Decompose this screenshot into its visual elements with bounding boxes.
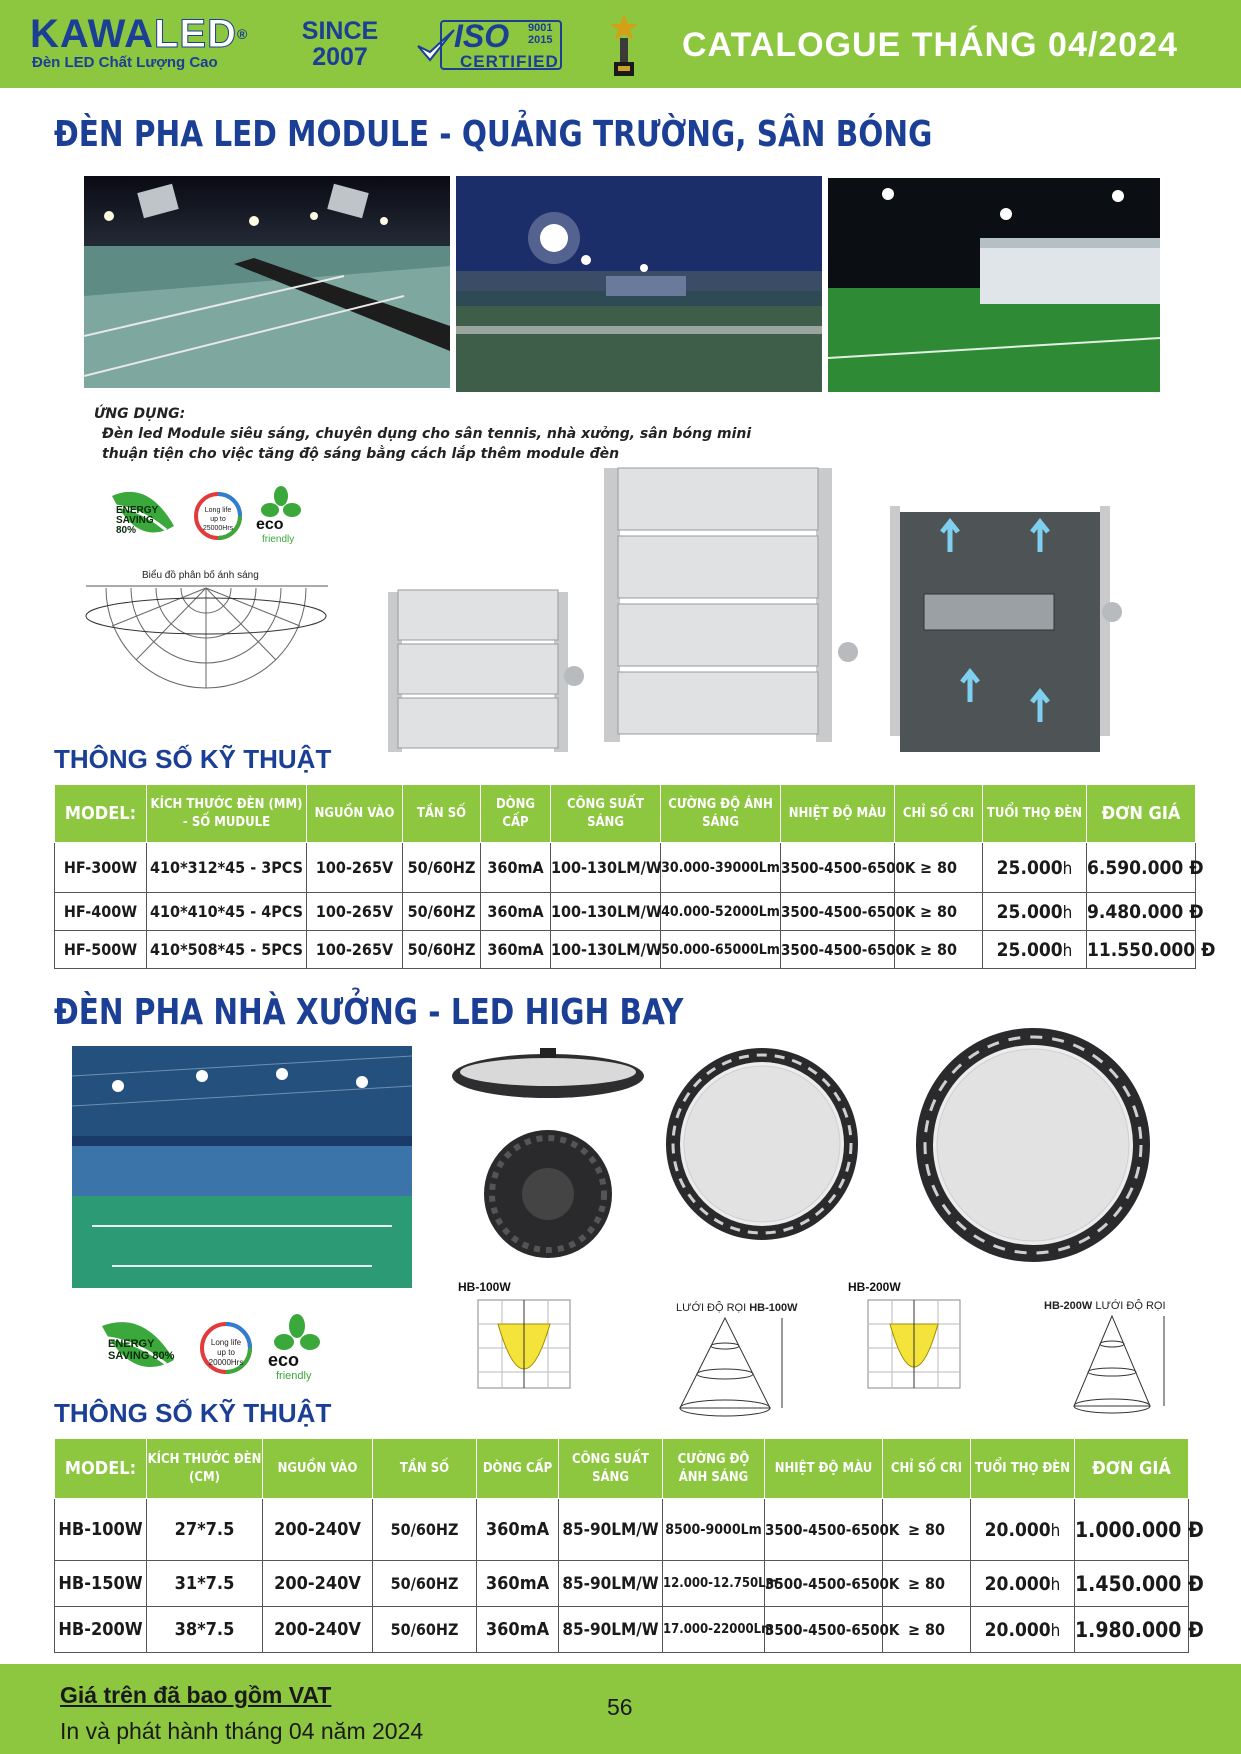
cell-lifetime <box>983 843 1087 893</box>
header-price: ĐƠN GIÁ <box>1075 1439 1189 1499</box>
cell-color-temp: 3500-4500-6500K <box>781 893 895 931</box>
cell-size-modules: - 5PCS <box>250 940 303 959</box>
logo-tagline: Đèn LED Chất Lượng Cao <box>32 54 218 71</box>
section-title-high-bay: ĐÈN PHA NHÀ XƯỞNG - LED HIGH BAY <box>54 992 684 1033</box>
lifetime-value: 20.000 <box>984 1572 1051 1595</box>
light-distribution-caption: Biểu đồ phân bố ánh sáng <box>142 570 259 581</box>
iso-years <box>528 22 552 46</box>
cell-price: 9.480.000 Đ <box>1087 893 1196 931</box>
applications-heading: ỨNG DỤNG: <box>94 406 186 422</box>
high-bay-200w-front-image <box>914 1026 1152 1264</box>
floodlight-4-module-image <box>600 462 860 752</box>
energy-saving-badge <box>108 486 176 542</box>
table-row <box>55 931 1196 969</box>
long-life-label: Long life up to 20000Hrs <box>208 1338 244 1367</box>
since-badge <box>298 18 382 70</box>
cell-efficacy: 100-130LM/W <box>551 893 661 931</box>
cell-flux: 50.000-65000Lm <box>661 931 781 969</box>
eco-label: eco <box>256 516 284 533</box>
cell-lifetime <box>983 893 1087 931</box>
trophy-icon <box>606 12 642 80</box>
cell-model: HF-400W <box>55 893 147 931</box>
cone-label: LƯỚI ĐỘ RỌI <box>676 1302 747 1314</box>
cell-current: 360mA <box>481 931 551 969</box>
cell-price: 1.450.000 Đ <box>1075 1561 1189 1607</box>
cell-size-dim: 410*312*45 <box>150 858 246 877</box>
header-luminous-efficacy: CÔNG SUẤT SÁNG <box>559 1439 663 1499</box>
iso-standard-number: 9001 <box>528 22 553 34</box>
logo-name-part-a: KAWA <box>30 12 154 56</box>
cell-flux: 8500-9000Lm <box>663 1499 765 1561</box>
cell-current: 360mA <box>477 1607 559 1653</box>
cell-lifetime <box>971 1561 1075 1607</box>
cell-size-modules: - 4PCS <box>250 902 303 921</box>
high-bay-100w-front-image <box>664 1046 860 1242</box>
table-row <box>55 843 1196 893</box>
table-row <box>55 1499 1189 1561</box>
cone-diagram-hb200 <box>1052 1314 1182 1420</box>
cell-model: HF-500W <box>55 931 147 969</box>
cell-efficacy: 85-90LM/W <box>559 1561 663 1607</box>
spec-table-module <box>54 784 1216 969</box>
cell-cri: ≥ 80 <box>895 893 983 931</box>
eco-friendly-badge <box>252 486 310 546</box>
cell-efficacy: 85-90LM/W <box>559 1607 663 1653</box>
cell-color-temp: 3500-4500-6500K <box>765 1607 883 1653</box>
cell-flux: 40.000-52000Lm <box>661 893 781 931</box>
cell-input: 200-240V <box>263 1607 373 1653</box>
cell-price: 1.000.000 Đ <box>1075 1499 1189 1561</box>
spec-title-module: THÔNG SỐ KỸ THUẬT <box>54 744 332 774</box>
applications-line-1: Đèn led Module siêu sáng, chuyên dụng cho sân tennis, nhà xưởng, sân bóng mini <box>102 426 752 442</box>
cell-model: HB-100W <box>55 1499 147 1561</box>
header-luminous-efficacy: CÔNG SUẤT SÁNG <box>551 785 661 843</box>
cell-flux: 17.000-22000Lm <box>663 1607 765 1653</box>
lifetime-unit: h <box>1062 858 1073 879</box>
table-row <box>55 1561 1189 1607</box>
header-frequency: TẦN SỐ <box>403 785 481 843</box>
cell-frequency: 50/60HZ <box>373 1607 477 1653</box>
energy-saving-label: ENERGY SAVING 80% <box>108 1338 175 1362</box>
lifetime-unit: h <box>1062 902 1073 923</box>
cell-size-dim: 410*410*45 <box>150 902 246 921</box>
cell-efficacy: 100-130LM/W <box>551 931 661 969</box>
iso-text: ISO <box>454 18 510 54</box>
cone-model: HB-200W <box>1044 1300 1093 1312</box>
cell-color-temp: 3500-4500-6500K <box>765 1499 883 1561</box>
cell-frequency: 50/60HZ <box>403 893 481 931</box>
registered-mark: ® <box>237 26 249 42</box>
high-bay-side-and-back-image <box>448 1046 648 1262</box>
cell-frequency: 50/60HZ <box>373 1561 477 1607</box>
print-date-note: In và phát hành tháng 04 năm 2024 <box>60 1718 424 1744</box>
header-luminous-flux: CƯỜNG ĐỘ ÁNH SÁNG <box>661 785 781 843</box>
cell-size: 31*7.5 <box>147 1561 263 1607</box>
cell-price: 11.550.000 Đ <box>1087 931 1196 969</box>
cell-current: 360mA <box>481 843 551 893</box>
spec-table-high-bay <box>54 1438 1204 1653</box>
logo-name-part-b: LED <box>154 12 237 56</box>
tennis-court-photo <box>84 176 450 388</box>
cell-cri: ≥ 80 <box>883 1561 971 1607</box>
iso-certified-label: CERTIFIED <box>460 52 559 71</box>
football-field-photo <box>828 178 1160 392</box>
header-input: NGUỒN VÀO <box>307 785 403 843</box>
cone-label: LƯỚI ĐỘ RỌI <box>1095 1300 1166 1312</box>
cell-color-temp: 3500-4500-6500K <box>781 843 895 893</box>
header-size-modules: KÍCH THƯỚC ĐÈN (MM) - SỐ MUDULE <box>147 785 307 843</box>
eco-sub-label: friendly <box>276 1370 312 1382</box>
cell-size-modules: - 3PCS <box>250 858 303 877</box>
polar-label-hb200: HB-200W <box>848 1280 901 1294</box>
plaza-photo <box>456 176 822 392</box>
cell-input: 200-240V <box>263 1499 373 1561</box>
cell-color-temp: 3500-4500-6500K <box>765 1561 883 1607</box>
cell-frequency: 50/60HZ <box>403 931 481 969</box>
cell-lifetime <box>971 1499 1075 1561</box>
cell-frequency: 50/60HZ <box>373 1499 477 1561</box>
cone-model: HB-100W <box>749 1302 798 1314</box>
since-year: 2007 <box>312 43 368 71</box>
lifetime-value: 25.000 <box>996 938 1063 961</box>
cell-lifetime <box>971 1607 1075 1653</box>
cell-cri: ≥ 80 <box>895 843 983 893</box>
header-model: MODEL: <box>55 785 147 843</box>
cell-input: 100-265V <box>307 931 403 969</box>
table-row <box>55 893 1196 931</box>
cell-frequency: 50/60HZ <box>403 843 481 893</box>
lifetime-value: 20.000 <box>984 1618 1051 1641</box>
iso-standard-year: 2015 <box>528 34 553 46</box>
cell-cri: ≥ 80 <box>883 1607 971 1653</box>
logo-wordmark <box>30 14 248 54</box>
cell-size: 27*7.5 <box>147 1499 263 1561</box>
eco-sub-label: friendly <box>262 534 295 545</box>
spec-header-row <box>55 785 1196 843</box>
lifetime-value: 25.000 <box>996 900 1063 923</box>
cone-diagram-hb100 <box>650 1316 800 1422</box>
cell-flux: 30.000-39000Lm <box>661 843 781 893</box>
lifetime-unit: h <box>1050 1520 1061 1541</box>
long-life-badge <box>192 490 244 542</box>
lifetime-value: 25.000 <box>996 856 1063 879</box>
long-life-badge-2 <box>198 1320 254 1376</box>
cell-size <box>147 893 307 931</box>
cell-model: HB-150W <box>55 1561 147 1607</box>
floodlight-3-module-image <box>384 586 584 766</box>
table-row <box>55 1607 1189 1653</box>
header-frequency: TẦN SỐ <box>373 1439 477 1499</box>
cone-caption-hb100 <box>676 1302 798 1314</box>
energy-saving-label: ENERGY SAVING 80% <box>116 505 159 536</box>
cell-input: 100-265V <box>307 843 403 893</box>
cell-model: HF-300W <box>55 843 147 893</box>
cell-cri: ≥ 80 <box>883 1499 971 1561</box>
iso-certified-badge <box>416 18 564 74</box>
header-cri: CHỈ SỐ CRI <box>895 785 983 843</box>
cell-color-temp: 3500-4500-6500K <box>781 931 895 969</box>
cell-current: 360mA <box>477 1561 559 1607</box>
header-model: MODEL: <box>55 1439 147 1499</box>
eco-leaves-icon <box>264 1314 330 1354</box>
cell-price: 6.590.000 Đ <box>1087 843 1196 893</box>
cell-efficacy: 85-90LM/W <box>559 1499 663 1561</box>
header-band <box>0 0 1241 88</box>
applications-line-2: thuận tiện cho việc tăng độ sáng bằng cách lắp thêm module đèn <box>102 446 620 462</box>
vat-note: Giá trên đã bao gồm VAT <box>60 1682 332 1708</box>
cell-efficacy: 100-130LM/W <box>551 843 661 893</box>
header-price: ĐƠN GIÁ <box>1087 785 1196 843</box>
energy-saving-badge-2 <box>98 1316 178 1378</box>
spec-title-high-bay: THÔNG SỐ KỸ THUẬT <box>54 1398 332 1428</box>
cell-flux: 12.000-12.750Lm <box>663 1561 765 1607</box>
cone-caption-hb200 <box>1044 1300 1166 1312</box>
cell-cri: ≥ 80 <box>895 931 983 969</box>
header-current: DÒNG CẤP <box>481 785 551 843</box>
cell-size <box>147 843 307 893</box>
cell-current: 360mA <box>477 1499 559 1561</box>
eco-label: eco <box>268 1350 300 1370</box>
section-title-module-floodlight: ĐÈN PHA LED MODULE - QUẢNG TRƯỜNG, SÂN BÓNG <box>54 114 933 155</box>
kawaled-logo <box>30 14 248 71</box>
catalogue-title: CATALOGUE THÁNG 04/2024 <box>682 26 1178 64</box>
header-color-temp: NHIỆT ĐỘ MÀU <box>781 785 895 843</box>
polar-diagram-hb100 <box>452 1294 596 1418</box>
cell-input: 200-240V <box>263 1561 373 1607</box>
polar-diagram-hb200 <box>842 1294 986 1418</box>
cell-current: 360mA <box>481 893 551 931</box>
header-cri: CHỈ SỐ CRI <box>883 1439 971 1499</box>
since-label: SINCE <box>301 17 379 45</box>
cell-model: HB-200W <box>55 1607 147 1653</box>
footer-band <box>0 1664 1241 1754</box>
header-size: KÍCH THƯỚC ĐÈN (CM) <box>147 1439 263 1499</box>
cell-size: 38*7.5 <box>147 1607 263 1653</box>
cell-lifetime <box>983 931 1087 969</box>
header-lifetime: TUỔI THỌ ĐÈN <box>983 785 1087 843</box>
applications-text <box>94 404 751 464</box>
cell-input: 100-265V <box>307 893 403 931</box>
header-current: DÒNG CẤP <box>477 1439 559 1499</box>
eco-friendly-badge-2 <box>264 1314 330 1384</box>
header-color-temp: NHIỆT ĐỘ MÀU <box>765 1439 883 1499</box>
cell-size-dim: 410*508*45 <box>150 940 246 959</box>
eco-leaves-icon <box>252 486 310 520</box>
spec-header-row <box>55 1439 1189 1499</box>
lifetime-unit: h <box>1062 940 1073 961</box>
light-distribution-diagram <box>76 556 338 696</box>
header-luminous-flux: CƯỜNG ĐỘ ÁNH SÁNG <box>663 1439 765 1499</box>
badminton-hall-photo <box>72 1046 412 1288</box>
cell-price: 1.980.000 Đ <box>1075 1607 1189 1653</box>
header-lifetime: TUỔI THỌ ĐÈN <box>971 1439 1075 1499</box>
floodlight-heatsink-image <box>880 502 1126 758</box>
lifetime-value: 20.000 <box>984 1518 1051 1541</box>
long-life-label: Long life up to 25000Hrs <box>202 507 234 532</box>
lifetime-unit: h <box>1050 1620 1061 1641</box>
page-number: 56 <box>607 1694 633 1720</box>
cell-size <box>147 931 307 969</box>
polar-label-hb100: HB-100W <box>458 1280 511 1294</box>
lifetime-unit: h <box>1050 1574 1061 1595</box>
header-input: NGUỒN VÀO <box>263 1439 373 1499</box>
